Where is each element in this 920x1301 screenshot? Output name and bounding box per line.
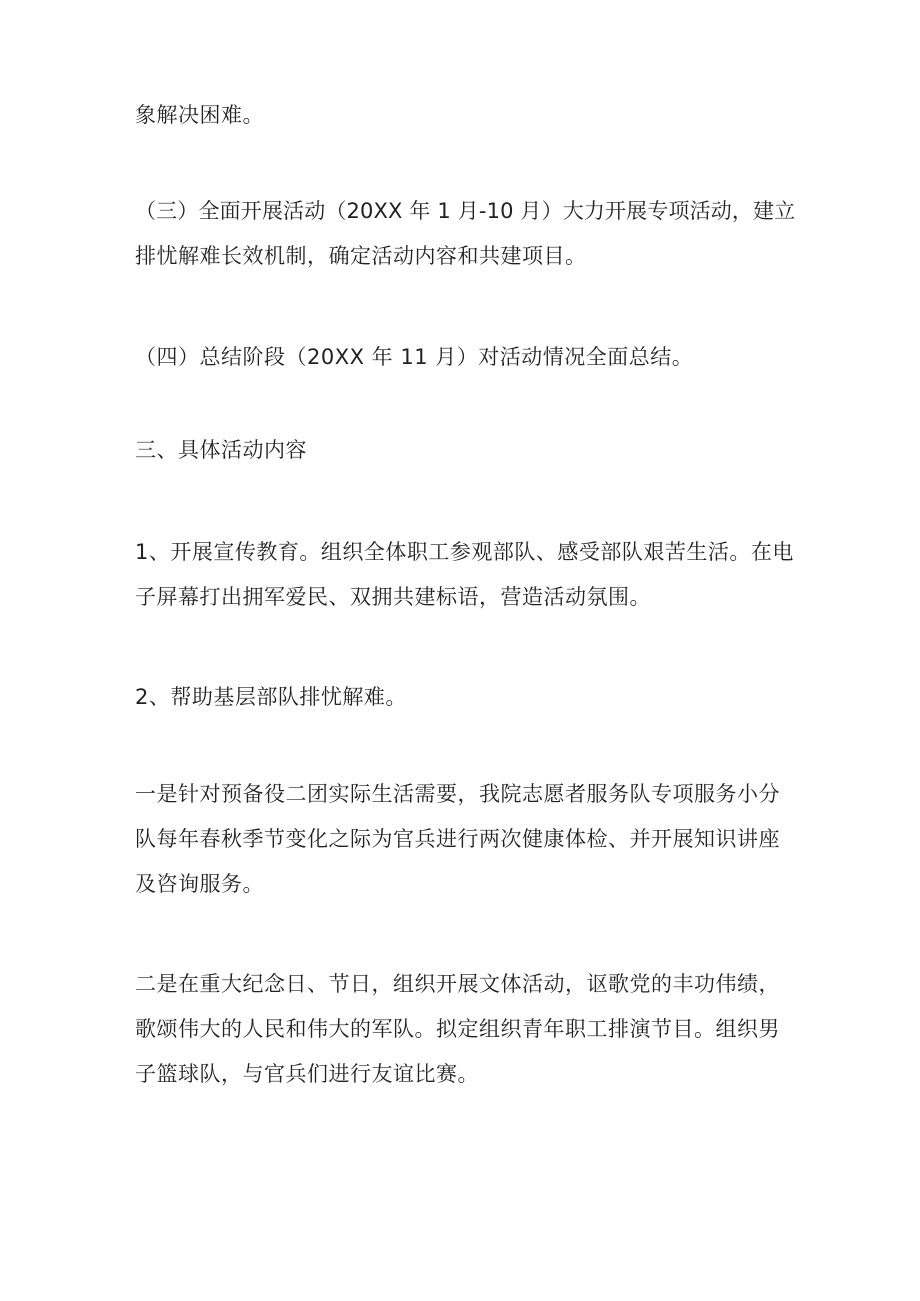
text-line: 子篮球队，与官兵们进行友谊比赛。	[135, 1062, 479, 1086]
text-line: 歌颂伟大的人民和伟大的军队。拟定组织青年职工排演节目。组织男	[135, 1017, 780, 1041]
paragraph-phase-three	[135, 189, 795, 279]
text-line: 排忧解难长效机制，确定活动内容和共建项目。	[135, 244, 587, 268]
paragraph-continuation	[135, 93, 795, 138]
section-heading	[135, 428, 795, 473]
text-line: 一是针对预备役二团实际生活需要，我院志愿者服务队专项服务小分	[135, 782, 780, 806]
text-line: 二是在重大纪念日、节日，组织开展文体活动，讴歌党的丰功伟绩，	[135, 972, 780, 996]
text-line: （三）全面开展活动（20XX 年 1 月-10 月）大力开展专项活动，建立	[135, 199, 796, 223]
text-line: 2、帮助基层部队排忧解难。	[135, 685, 407, 709]
heading-text: 三、具体活动内容	[135, 438, 307, 462]
text-line: 1、开展宣传教育。组织全体职工参观部队、感受部队艰苦生活。在电	[135, 540, 794, 564]
paragraph-second-measure	[135, 962, 795, 1097]
text-line: 及咨询服务。	[135, 872, 264, 896]
paragraph-item-two	[135, 675, 795, 720]
text-line: 象解决困难。	[135, 103, 264, 127]
paragraph-first-measure	[135, 772, 795, 907]
paragraph-item-one	[135, 530, 795, 620]
paragraph-phase-four	[135, 335, 795, 380]
text-line: 子屏幕打出拥军爱民、双拥共建标语，营造活动氛围。	[135, 585, 651, 609]
text-line: 队每年春秋季节变化之际为官兵进行两次健康体检、并开展知识讲座	[135, 827, 780, 851]
text-line: （四）总结阶段（20XX 年 11 月）对活动情况全面总结。	[135, 345, 694, 369]
